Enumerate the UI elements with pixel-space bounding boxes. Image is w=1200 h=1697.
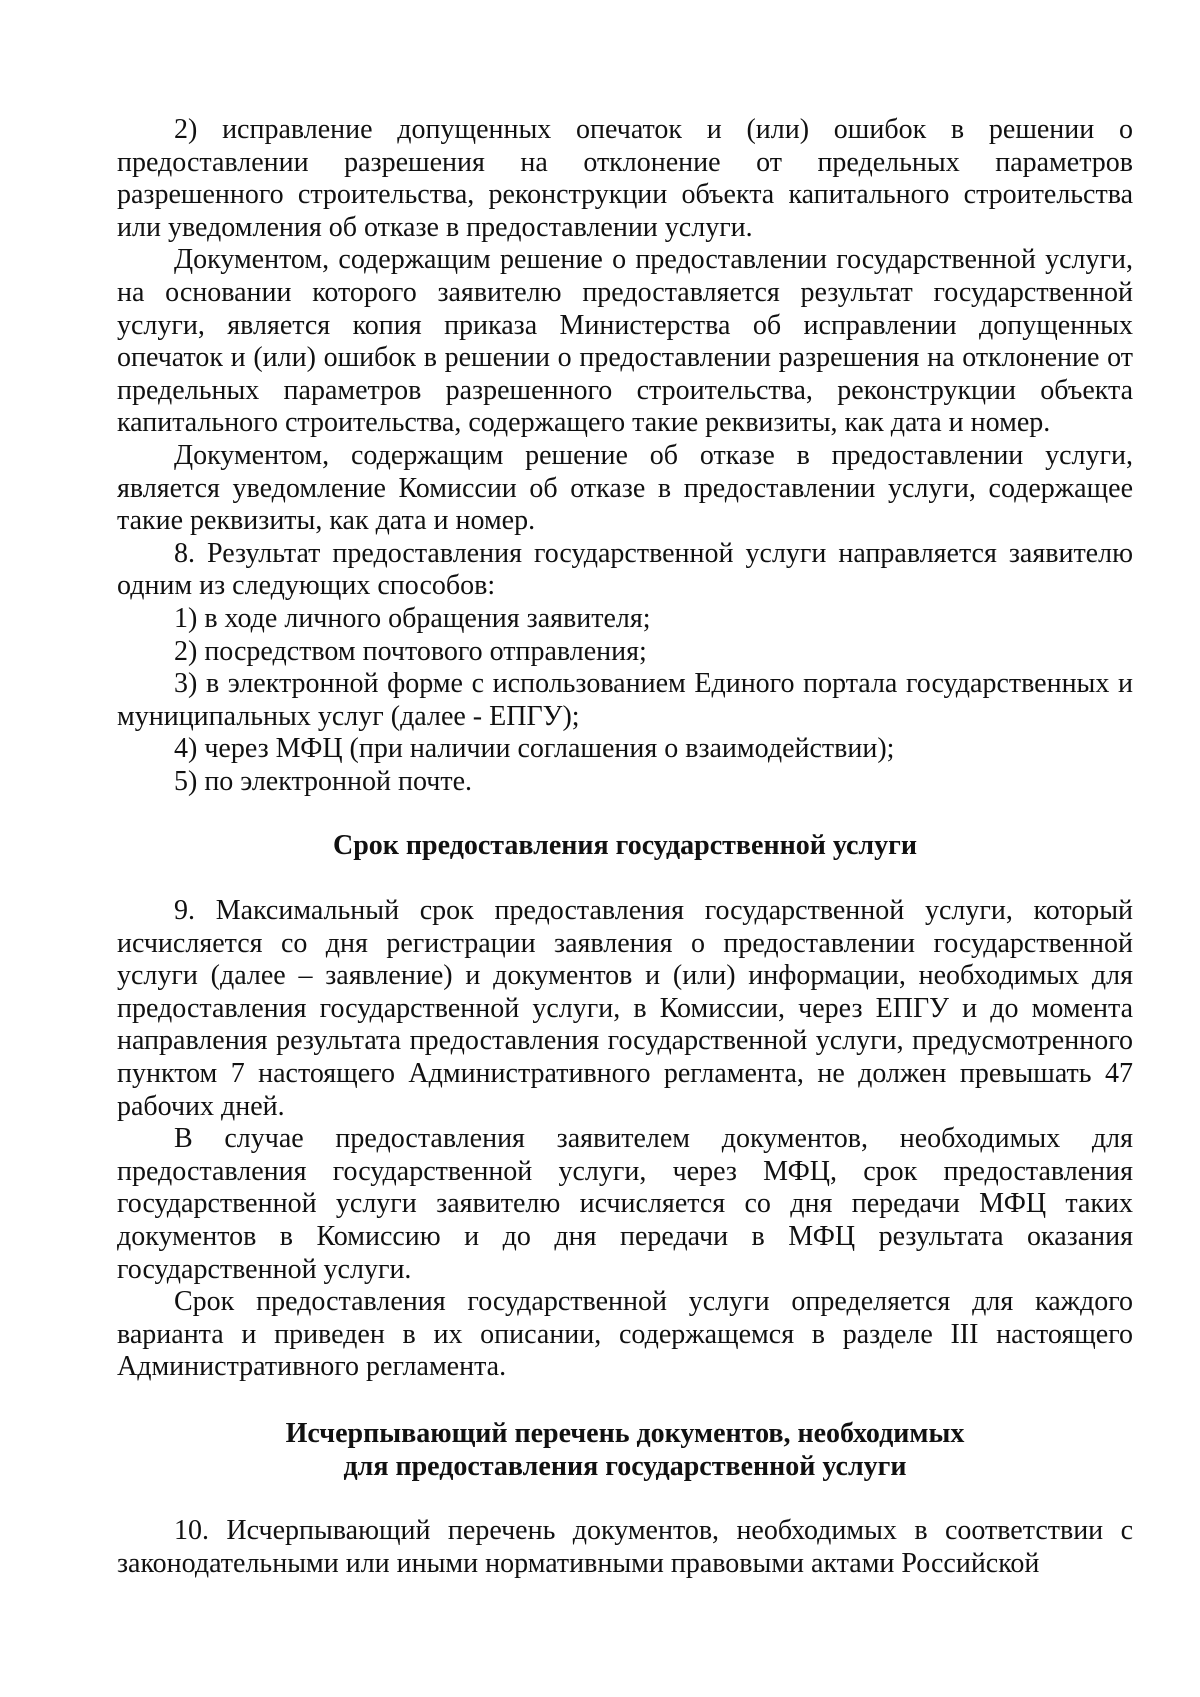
paragraph-refusal-document: Документом, содержащим решение об отказе в предоставлении услуги, является уведомление Комиссии об отказе в предоставлении услуги, содержащее такие реквизиты, как дата и номер. <box>117 439 1133 537</box>
paragraph-item-9: 9. Максимальный срок предоставления государственной услуги, который исчисляется со дня регистрации заявления о предоставлении государственной услуги (далее – заявление) и документов и (или) информации, необходимых для предоставления государственной услуги, в Комиссии, через ЕПГУ и до момента направления результата предоставления государственной услуги, предусмотренного пунктом 7 настоящего Административного регламента, не должен превышать 47 рабочих дней. <box>117 895 1133 1122</box>
section-heading-documents-line-2: для предоставления государственной услуги <box>343 1450 907 1482</box>
paragraph-decision-document: Документом, содержащим решение о предоставлении государственной услуги, на основании которого заявителю предоставляется результат государственной услуги, является копия приказа Министерства об исправлении допущенных опечаток и (или) ошибок в решении о предоставлении разрешения на отклонение от предельных параметров разрешенного строительства, реконструкции объекта капитального строительства, содержащего такие реквизиты, как дата и номер. <box>117 244 1133 439</box>
list-item-email: 5) по электронной почте. <box>174 765 472 797</box>
paragraph-variant-term: Срок предоставления государственной услуги определяется для каждого варианта и приведен в их описании, содержащемся в разделе III настоящего Административного регламента. <box>117 1286 1133 1383</box>
section-heading-documents-line-1: Исчерпывающий перечень документов, необходимых <box>285 1417 965 1449</box>
list-item-mfc: 4) через МФЦ (при наличии соглашения о взаимодействии); <box>174 733 895 765</box>
section-heading-term: Срок предоставления государственной услуги <box>333 830 917 862</box>
paragraph-item-2: 2) исправление допущенных опечаток и (или) ошибок в решении о предоставлении разрешения на отклонение от предельных параметров разрешенного строительства, реконструкции объекта капитального строительства или уведомления об отказе в предоставлении услуги. <box>117 114 1133 243</box>
list-item-personal-visit: 1) в ходе личного обращения заявителя; <box>174 602 651 634</box>
paragraph-item-8: 8. Результат предоставления государственной услуги направляется заявителю одним из следующих способов: <box>117 537 1133 602</box>
document-page <box>117 114 1133 1580</box>
paragraph-mfc-term: В случае предоставления заявителем документов, необходимых для предоставления государственной услуги, через МФЦ, срок предоставления государственной услуги заявителю исчисляется со дня передачи МФЦ таких документов в Комиссию и до дня передачи в МФЦ результата оказания государственной услуги. <box>117 1123 1133 1285</box>
list-item-postal: 2) посредством почтового отправления; <box>174 635 647 667</box>
section-heading-documents <box>117 1418 1133 1483</box>
paragraph-item-10: 10. Исчерпывающий перечень документов, необходимых в соответствии с законодательными или иными нормативными правовыми актами Российской <box>117 1515 1133 1579</box>
list-item-electronic-epgu: 3) в электронной форме с использованием Единого портала государственных и муниципальных услуг (далее - ЕПГУ); <box>117 668 1133 732</box>
